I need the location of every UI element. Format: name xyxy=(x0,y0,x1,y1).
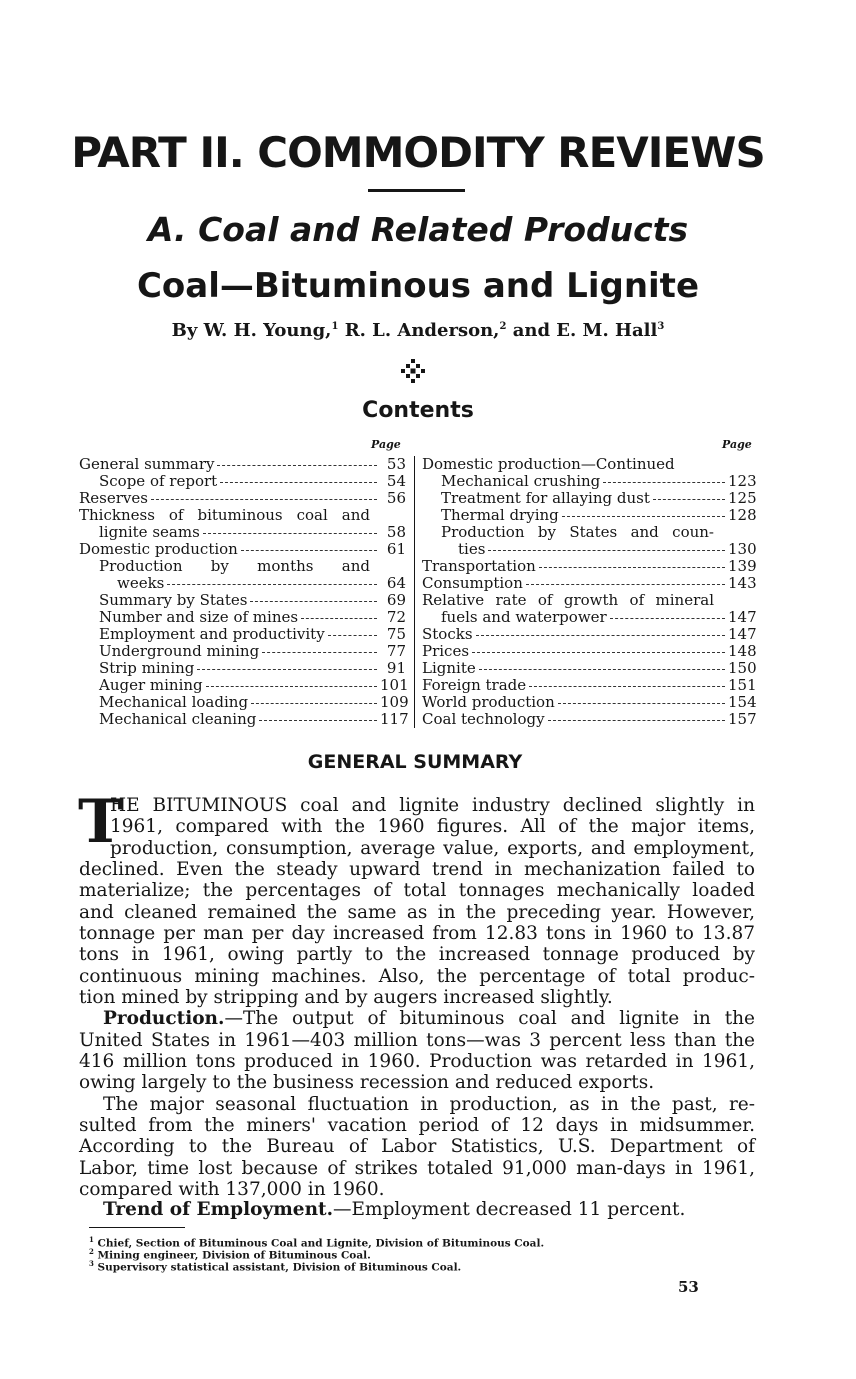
toc-page-number: 75 xyxy=(386,625,406,643)
toc-entry[interactable] xyxy=(422,676,757,694)
body-line: tons in 1961, owing partly to the increased tonnage produced by xyxy=(79,944,755,965)
leader-dots xyxy=(603,482,725,483)
toc-entry-title: Lignite xyxy=(422,659,476,677)
toc-entry-title: Thermal drying xyxy=(441,506,559,524)
footnote-mark: 3 xyxy=(89,1259,94,1268)
section-title: A. Coal and Related Products xyxy=(147,210,689,249)
toc-page-number: 53 xyxy=(386,455,406,473)
toc-entry[interactable] xyxy=(79,490,406,507)
toc-page-number: 56 xyxy=(386,489,406,507)
leader-dots xyxy=(558,703,725,704)
toc-entry-title: Summary by States xyxy=(99,591,248,609)
ornament-icon xyxy=(400,358,426,384)
toc-page-number: 69 xyxy=(386,591,406,609)
toc-entry-title: Transportation xyxy=(422,557,536,575)
toc-entry[interactable] xyxy=(441,472,757,490)
toc-entry[interactable] xyxy=(79,456,406,473)
toc-page-number: 77 xyxy=(386,642,406,660)
body-line xyxy=(103,1008,755,1030)
toc-entry[interactable] xyxy=(99,609,406,626)
toc-entry-title: weeks xyxy=(117,574,165,592)
toc-entry[interactable] xyxy=(422,574,757,592)
toc-entry[interactable] xyxy=(441,608,757,626)
leader-dots xyxy=(472,652,725,653)
subsection-title: Coal—Bituminous and Lignite xyxy=(136,266,699,306)
toc-entry-title: Prices xyxy=(422,642,470,660)
title-divider xyxy=(368,189,465,192)
toc-page-number: 147 xyxy=(728,625,757,643)
body-line: Labor, time lost because of strikes totaled 91,000 man-days in 1961, xyxy=(79,1158,755,1179)
toc-entry-title: General summary xyxy=(79,455,215,473)
toc-entry-title: Treatment for allaying dust xyxy=(441,489,650,507)
footnote-rule xyxy=(89,1227,185,1228)
toc-entry-title: Stocks xyxy=(422,625,473,643)
footnote-mark: 2 xyxy=(89,1247,94,1256)
byline-prefix: By xyxy=(171,320,198,341)
leader-dots xyxy=(539,567,725,568)
toc-entry-title: Mechanical crushing xyxy=(441,472,601,490)
toc-page-number: 143 xyxy=(728,574,757,592)
toc-page-number: 91 xyxy=(386,659,406,677)
toc-entry[interactable] xyxy=(422,642,757,660)
toc-entry-title[interactable]: Thickness of bituminous coal and xyxy=(79,506,370,524)
leader-dots xyxy=(220,482,377,483)
toc-entry[interactable] xyxy=(99,626,406,643)
toc-page-number: 64 xyxy=(386,574,406,592)
toc-entry[interactable] xyxy=(99,524,406,541)
footnote-ref: 2 xyxy=(499,321,507,332)
toc-entry-title: Underground mining xyxy=(99,642,260,660)
author-name: R. L. Anderson, xyxy=(344,320,500,341)
toc-page-number: 148 xyxy=(728,642,757,660)
toc-page-number: 125 xyxy=(728,489,757,507)
author-name: W. H. Young, xyxy=(203,320,332,341)
body-line: continuous mining machines. Also, the percentage of total produc- xyxy=(79,966,755,987)
toc-entry-title: World production xyxy=(422,693,555,711)
leader-dots xyxy=(251,703,377,704)
toc-page-number: 130 xyxy=(728,540,757,558)
body-line: owing largely to the business recession and reduced exports. xyxy=(79,1072,655,1093)
toc-page-number: 72 xyxy=(386,608,406,626)
page-number: 53 xyxy=(678,1278,699,1296)
toc-entry[interactable] xyxy=(441,489,757,507)
toc-page-number: 147 xyxy=(728,608,757,626)
toc-entry[interactable] xyxy=(99,710,409,728)
toc-page-number: 101 xyxy=(380,676,409,694)
toc-entry-title: Domestic production xyxy=(79,540,238,558)
toc-entry-title[interactable]: Production by States and coun- xyxy=(441,523,714,541)
leader-dots xyxy=(241,550,377,551)
run-in-heading-employment: Trend of Employment. xyxy=(103,1199,334,1220)
body-line: and cleaned remained the same as in the preceding year. However, xyxy=(79,902,755,923)
toc-entry[interactable] xyxy=(99,676,409,694)
body-line: compared with 137,000 in 1960. xyxy=(79,1179,385,1200)
toc-entry[interactable] xyxy=(422,710,757,728)
toc-entry-title: Strip mining xyxy=(99,659,195,677)
leader-dots xyxy=(151,499,377,500)
toc-entry-title: Employment and productivity xyxy=(99,625,325,643)
leader-dots xyxy=(610,618,725,619)
contents-title: Contents xyxy=(362,398,474,423)
leader-dots xyxy=(653,499,725,500)
leader-dots xyxy=(476,635,725,636)
body-text: —The output of bituminous coal and lignite in the xyxy=(224,1008,755,1029)
toc-page-number: 128 xyxy=(728,506,757,524)
byline xyxy=(0,320,836,341)
leader-dots xyxy=(301,618,377,619)
leader-dots xyxy=(167,584,377,585)
leader-dots xyxy=(262,652,377,653)
toc-page-number: 123 xyxy=(728,472,757,490)
body-line: The major seasonal fluctuation in production, as in the past, re- xyxy=(103,1094,755,1115)
leader-dots xyxy=(562,516,725,517)
toc-page-number: 117 xyxy=(380,710,409,728)
toc-entry-title: Reserves xyxy=(79,489,148,507)
leader-dots xyxy=(206,686,377,687)
toc-page-number: 61 xyxy=(386,540,406,558)
leader-dots xyxy=(203,533,377,534)
body-line: United States in 1961—403 million tons—was 3 percent less than the xyxy=(79,1030,755,1051)
leader-dots xyxy=(548,720,725,721)
toc-entry[interactable] xyxy=(99,660,406,677)
body-line xyxy=(103,1199,755,1221)
body-line: declined. Even the steady upward trend in mechanization failed to xyxy=(79,859,755,880)
toc-page-number: 109 xyxy=(380,693,409,711)
footnote-mark: 1 xyxy=(89,1235,94,1244)
toc-entry-title: lignite seams xyxy=(99,523,200,541)
toc-page-number: 54 xyxy=(386,472,406,490)
toc-page-number: 157 xyxy=(728,710,757,728)
footnote-text: Supervisory statistical assistant, Division of Bituminous Coal. xyxy=(97,1261,462,1274)
body-line: materialize; the percentages of total tonnages mechanically loaded xyxy=(79,880,755,901)
toc-entry-title: Scope of report xyxy=(99,472,218,490)
toc-entry[interactable] xyxy=(458,540,757,558)
body-line: 416 million tons produced in 1960. Production was retarded in 1961, xyxy=(79,1051,755,1072)
footnote xyxy=(89,1258,461,1274)
toc-entry-title: ties xyxy=(458,540,486,558)
toc-entry[interactable] xyxy=(79,541,406,558)
toc-entry[interactable] xyxy=(422,693,757,711)
body-text: —Employment decreased 11 percent. xyxy=(333,1199,686,1220)
toc-entry-title: Consumption xyxy=(422,574,523,592)
page-column-header: Page xyxy=(722,438,752,451)
leader-dots xyxy=(526,584,725,585)
toc-page-number: 151 xyxy=(728,676,757,694)
leader-dots xyxy=(529,686,725,687)
leader-dots xyxy=(259,720,377,721)
toc-page-number: 150 xyxy=(728,659,757,677)
drop-cap: T xyxy=(78,787,123,857)
toc-entry-title[interactable]: Production by months and xyxy=(99,557,370,575)
body-line: 1961, compared with the 1960 figures. All of the major items, xyxy=(110,816,755,837)
part-title: PART II. COMMODITY REVIEWS xyxy=(71,128,765,177)
toc-entry[interactable] xyxy=(422,625,757,643)
leader-dots xyxy=(488,550,725,551)
toc-entry-title: Foreign trade xyxy=(422,676,527,694)
toc-entry-title[interactable]: Relative rate of growth of mineral xyxy=(422,591,714,609)
page-column-header: Page xyxy=(371,438,401,451)
toc-entry-title: Auger mining xyxy=(99,676,203,694)
toc-page-number: 154 xyxy=(728,693,757,711)
toc-page-number: 58 xyxy=(386,523,406,541)
body-line: tonnage per man per day increased from 12.83 tons in 1960 to 13.87 xyxy=(79,923,755,944)
run-in-heading-production: Production. xyxy=(103,1008,225,1029)
body-line: According to the Bureau of Labor Statistics, U.S. Department of xyxy=(79,1136,755,1157)
toc-entry-title: Mechanical loading xyxy=(99,693,249,711)
body-line: HE BITUMINOUS coal and lignite industry declined slightly in xyxy=(110,795,755,816)
leader-dots xyxy=(479,669,725,670)
toc-entry-title: fuels and waterpower xyxy=(441,608,607,626)
toc-entry[interactable] xyxy=(422,557,757,575)
author-name: and E. M. Hall xyxy=(512,320,658,341)
body-line: tion mined by stripping and by augers increased slightly. xyxy=(79,987,613,1008)
toc-entry[interactable] xyxy=(99,592,406,609)
footnote-ref: 1 xyxy=(331,321,339,332)
general-summary-heading: GENERAL SUMMARY xyxy=(307,751,523,773)
toc-entry-title[interactable]: Domestic production—Continued xyxy=(422,455,675,473)
toc-entry[interactable] xyxy=(99,473,406,490)
toc-page-number: 139 xyxy=(728,557,757,575)
leader-dots xyxy=(197,669,377,670)
leader-dots xyxy=(217,465,377,466)
toc-entry-title: Mechanical cleaning xyxy=(99,710,257,728)
toc-entry[interactable] xyxy=(422,659,757,677)
toc-entry[interactable] xyxy=(99,643,406,660)
toc-entry-title: Number and size of mines xyxy=(99,608,299,626)
toc-entry[interactable] xyxy=(117,575,406,592)
body-line: production, consumption, average value, exports, and employment, xyxy=(110,838,755,859)
footnote-text: Chief, Section of Bituminous Coal and Lignite, Division of Bituminous Coal. xyxy=(97,1237,545,1250)
toc-column-divider xyxy=(414,456,415,728)
toc-entry-title: Coal technology xyxy=(422,710,545,728)
leader-dots xyxy=(328,635,377,636)
toc-entry[interactable] xyxy=(441,506,757,524)
body-line: sulted from the miners' vacation period of 12 days in midsummer. xyxy=(79,1115,755,1136)
toc-entry[interactable] xyxy=(99,693,409,711)
leader-dots xyxy=(250,601,377,602)
footnote-ref: 3 xyxy=(657,321,665,332)
footnote-text: Mining engineer, Division of Bituminous Coal. xyxy=(97,1249,371,1262)
